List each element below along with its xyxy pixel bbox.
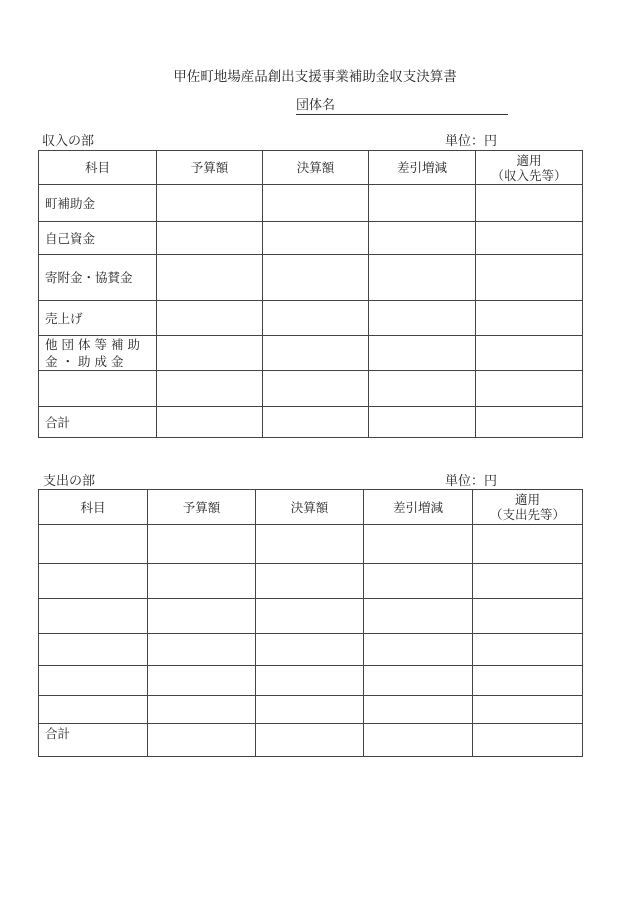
header-actual: 決算額 <box>256 490 364 525</box>
row-item-label: 合計 <box>39 407 157 438</box>
header-remarks-line1: 適用 <box>514 492 540 507</box>
difference-cell[interactable] <box>364 564 473 599</box>
remarks-cell[interactable] <box>476 222 583 255</box>
budget-cell[interactable] <box>157 407 263 438</box>
budget-cell[interactable] <box>148 666 256 696</box>
header-remarks <box>473 490 583 525</box>
remarks-cell[interactable] <box>476 185 583 222</box>
difference-cell[interactable] <box>369 336 476 371</box>
organization-name-field[interactable]: 団体名 <box>296 97 508 115</box>
actual-cell[interactable] <box>256 666 364 696</box>
header-remarks-line2: （収入先等） <box>491 167 567 183</box>
total-row <box>39 407 583 438</box>
row-item-label: 寄附金・協賛金 <box>39 255 157 301</box>
table-row <box>39 666 583 696</box>
remarks-cell[interactable] <box>473 564 583 599</box>
table-row <box>39 222 583 255</box>
table-row <box>39 255 583 301</box>
budget-cell[interactable] <box>148 696 256 724</box>
row-item-label[interactable] <box>39 696 148 724</box>
table-row <box>39 525 583 564</box>
header-difference: 差引増減 <box>364 490 473 525</box>
row-item-label: 自己資金 <box>39 222 157 255</box>
actual-cell[interactable] <box>256 599 364 634</box>
budget-cell[interactable] <box>148 599 256 634</box>
table-row <box>39 371 583 407</box>
difference-cell[interactable] <box>364 696 473 724</box>
actual-cell[interactable] <box>256 696 364 724</box>
row-item-label[interactable] <box>39 634 148 666</box>
remarks-cell[interactable] <box>473 724 583 757</box>
actual-cell[interactable] <box>256 724 364 757</box>
row-item-label[interactable] <box>39 564 148 599</box>
difference-cell[interactable] <box>369 255 476 301</box>
budget-cell[interactable] <box>148 525 256 564</box>
expense-header-row <box>39 490 583 525</box>
row-item-label: 町補助金 <box>39 185 157 222</box>
header-item: 科目 <box>39 151 157 185</box>
budget-cell[interactable] <box>157 371 263 407</box>
remarks-cell[interactable] <box>473 525 583 564</box>
difference-cell[interactable] <box>364 525 473 564</box>
header-remarks-line2: （支出先等） <box>489 507 565 522</box>
row-item-label[interactable] <box>39 599 148 634</box>
table-row <box>39 696 583 724</box>
total-row <box>39 724 583 757</box>
actual-cell[interactable] <box>263 371 369 407</box>
income-section-label: 収入の部 <box>42 134 95 149</box>
header-remarks <box>476 151 583 185</box>
budget-cell[interactable] <box>157 255 263 301</box>
budget-cell[interactable] <box>148 724 256 757</box>
table-row <box>39 336 583 371</box>
actual-cell[interactable] <box>256 525 364 564</box>
table-row <box>39 634 583 666</box>
actual-cell[interactable] <box>263 255 369 301</box>
expense-table <box>38 489 583 757</box>
difference-cell[interactable] <box>364 724 473 757</box>
budget-cell[interactable] <box>157 185 263 222</box>
row-item-label: 合計 <box>39 724 148 757</box>
income-table <box>38 150 583 438</box>
remarks-cell[interactable] <box>473 696 583 724</box>
budget-cell[interactable] <box>148 634 256 666</box>
table-row <box>39 564 583 599</box>
header-item: 科目 <box>39 490 148 525</box>
table-row <box>39 185 583 222</box>
income-unit-label: 単位：円 <box>445 134 498 149</box>
actual-cell[interactable] <box>263 336 369 371</box>
difference-cell[interactable] <box>369 185 476 222</box>
difference-cell[interactable] <box>369 407 476 438</box>
remarks-cell[interactable] <box>473 634 583 666</box>
actual-cell[interactable] <box>263 407 369 438</box>
income-header-row <box>39 151 583 185</box>
actual-cell[interactable] <box>263 301 369 336</box>
difference-cell[interactable] <box>364 634 473 666</box>
budget-cell[interactable] <box>148 564 256 599</box>
budget-cell[interactable] <box>157 301 263 336</box>
header-difference: 差引増減 <box>369 151 476 185</box>
header-remarks-line1: 適用 <box>516 152 542 168</box>
difference-cell[interactable] <box>364 666 473 696</box>
expense-section-label: 支出の部 <box>43 474 96 489</box>
actual-cell[interactable] <box>263 222 369 255</box>
actual-cell[interactable] <box>256 634 364 666</box>
remarks-cell[interactable] <box>476 407 583 438</box>
row-item-label: 売上げ <box>39 301 157 336</box>
budget-cell[interactable] <box>157 222 263 255</box>
actual-cell[interactable] <box>263 185 369 222</box>
header-budget: 予算額 <box>157 151 263 185</box>
document-title: 甲佐町地場産品創出支援事業補助金収支決算書 <box>173 69 457 85</box>
header-budget: 予算額 <box>148 490 256 525</box>
remarks-cell[interactable] <box>473 666 583 696</box>
table-row <box>39 301 583 336</box>
actual-cell[interactable] <box>256 564 364 599</box>
remarks-cell[interactable] <box>476 336 583 371</box>
remarks-cell[interactable] <box>476 301 583 336</box>
header-actual: 決算額 <box>263 151 369 185</box>
difference-cell[interactable] <box>369 222 476 255</box>
budget-cell[interactable] <box>157 336 263 371</box>
difference-cell[interactable] <box>369 371 476 407</box>
difference-cell[interactable] <box>364 599 473 634</box>
row-item-label[interactable] <box>39 525 148 564</box>
remarks-cell[interactable] <box>473 599 583 634</box>
remarks-cell[interactable] <box>476 255 583 301</box>
row-item-label: 他団体等補助金・助成金 <box>39 336 157 371</box>
expense-unit-label: 単位：円 <box>445 474 498 489</box>
row-item-label[interactable] <box>39 371 157 407</box>
remarks-cell[interactable] <box>476 371 583 407</box>
difference-cell[interactable] <box>369 301 476 336</box>
table-row <box>39 599 583 634</box>
row-item-label[interactable] <box>39 666 148 696</box>
